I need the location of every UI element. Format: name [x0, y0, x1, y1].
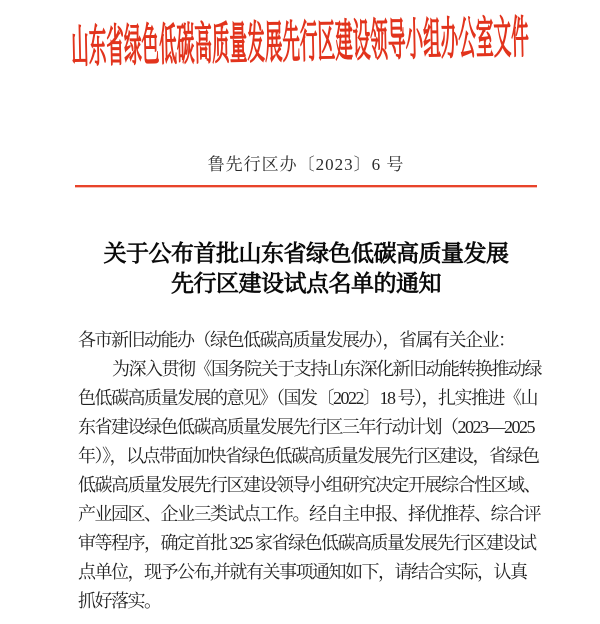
body-line: 年）》，以点带面加快省绿色低碳高质量发展先行区建设，省绿色: [78, 446, 539, 466]
body-line: 色低碳高质量发展的意见》（国发〔2022〕18 号），扎实推进《山: [78, 388, 537, 408]
body-line: 低碳高质量发展先行区建设领导小组研究决定开展综合性区域、: [78, 475, 540, 495]
body-line: 各市新旧动能办（绿色低碳高质量发展办），省属有关企业：: [78, 330, 515, 350]
body-line: 审等程序，确定首批 325 家省绿色低碳高质量发展先行区建设试: [78, 533, 536, 553]
notice-title: [45, 238, 567, 298]
body-line: 产业园区、企业三类试点工作。经自主申报、择优推荐、综合评: [78, 504, 540, 524]
notice-title-line1: 关于公布首批山东省绿色低碳高质量发展: [103, 240, 509, 266]
body-line: 点单位，现予公布,并就有关事项通知如下，请结合实际，认真: [78, 562, 527, 582]
body-line: 抓好落实。: [78, 591, 161, 611]
body-line: 东省建设绿色低碳高质量发展先行区三年行动计划（2023—2025: [78, 417, 534, 437]
document-number: 鲁先行区办〔2023〕6 号: [207, 155, 405, 174]
notice-title-line2: 先行区建设试点名单的通知: [171, 270, 441, 296]
body-line: 为深入贯彻《国务院关于支持山东深化新旧动能转换推动绿: [112, 359, 541, 379]
red-divider-line: [75, 185, 537, 187]
red-masthead-title: 山东省绿色低碳高质量发展先行区建设领导小组办公室文件: [70, 11, 530, 73]
notice-body: [78, 326, 548, 616]
